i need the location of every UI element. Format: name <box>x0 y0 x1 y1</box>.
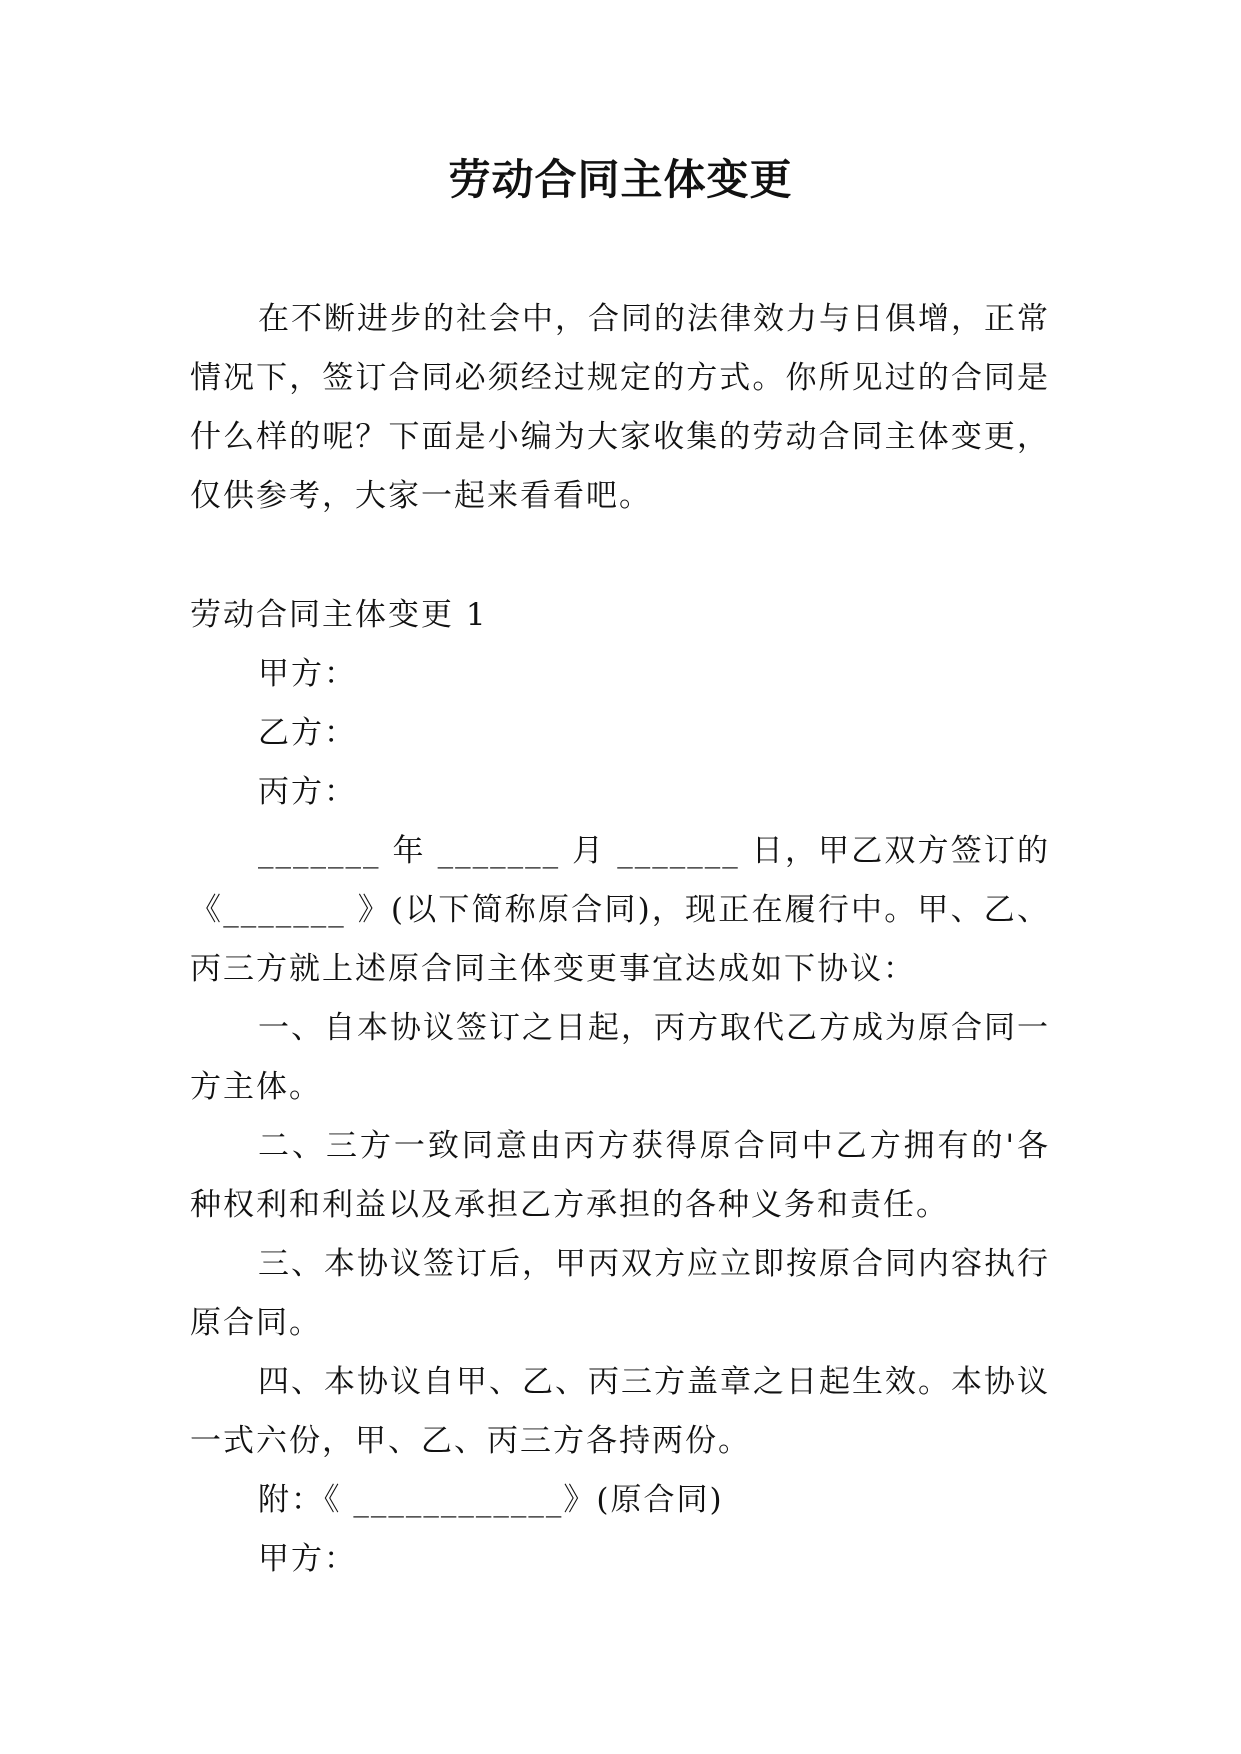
document-title: 劳动合同主体变更 <box>448 155 793 204</box>
intro-paragraph: 在不断进步的社会中，合同的法律效力与日俱增，正常情况下，签订合同必须经过规定的方式。你所见过的合同是什么样的呢？下面是小编为大家收集的劳动合同主体变更，仅供参考，大家一起来看看吧。 <box>190 301 1050 514</box>
attachment-line: 附：《 ____________》(原合同) <box>258 1482 724 1518</box>
clause-4-paragraph: 四、本协议自甲、乙、丙三方盖章之日起生效。本协议一式六份，甲、乙、丙三方各持两份。 <box>190 1364 1050 1459</box>
date-clause-paragraph: _______ 年 _______ 月 _______ 日，甲乙双方签订的《_______ 》(以下简称原合同)，现正在履行中。甲、乙、丙三方就上述原合同主体变更事宜达成如下协议： <box>190 833 1050 987</box>
clause-1-paragraph: 一、自本协议签订之日起，丙方取代乙方成为原合同一方主体。 <box>190 1010 1050 1105</box>
document-body <box>190 290 1050 1589</box>
party-b-line: 乙方： <box>258 715 357 751</box>
party-c-line: 丙方： <box>258 774 357 810</box>
signature-a-line: 甲方： <box>258 1541 357 1577</box>
section-title: 劳动合同主体变更 1 <box>190 597 488 633</box>
party-a-line: 甲方： <box>258 656 357 692</box>
clause-2-paragraph: 二、三方一致同意由丙方获得原合同中乙方拥有的'各种权利和利益以及承担乙方承担的各种义务和责任。 <box>190 1128 1050 1223</box>
clause-3-paragraph: 三、本协议签订后，甲丙双方应立即按原合同内容执行原合同。 <box>190 1246 1050 1341</box>
